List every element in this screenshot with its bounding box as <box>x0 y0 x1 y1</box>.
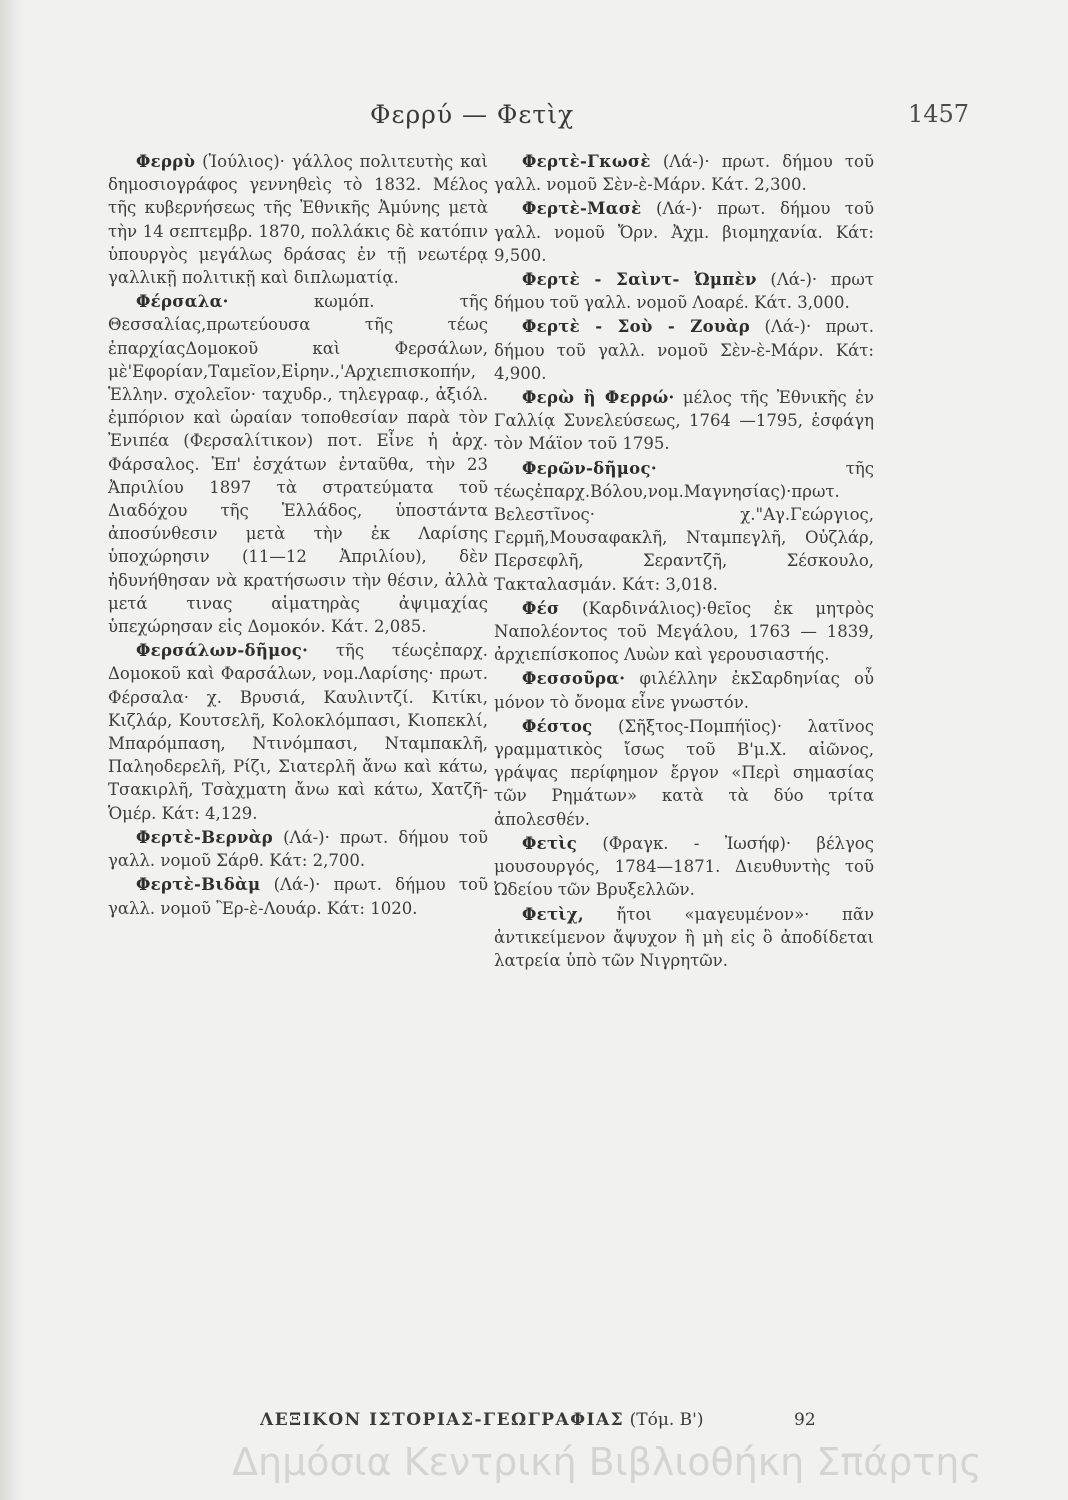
entry-festos <box>494 715 874 831</box>
left-column <box>108 150 488 921</box>
headword: Φερρὺ <box>136 152 196 171</box>
volume-label: (Τόμ. Β') <box>629 1410 704 1430</box>
headword: Φερτὲ - Σαὶντ- Ὠμπὲν <box>522 270 757 290</box>
headword: Φερὼ ἢ Φερρώ· <box>522 388 675 408</box>
headword: Φετὶς <box>522 833 578 853</box>
lexicon-title: ΛΕΞΙΚΟΝ ΙΣΤΟΡΙΑΣ-ΓΕΩΓΡΑΦΙΑΣ <box>260 1410 625 1430</box>
entry-fero <box>494 386 874 456</box>
entry-ferte-saint-aubin <box>494 268 874 314</box>
entry-text: φιλέλλην ἐκΣαρδηνίας οὗ μόνον τὸ ὄνομα εἶνε γνωστόν. <box>494 669 874 712</box>
entry-text: (Καρδινάλιος)·θεῖος ἐκ μητρὸς Ναπολέοντος τοῦ Μεγάλου, 1763 — 1839, ἀρχιεπίσκοπος Λυὼν καὶ γερουσιαστής. <box>494 598 874 665</box>
entry-text: (Λά-)· πρωτ. δήμου τοῦ γαλλ. νομοῦ Ἒρ-ὲ-Λουάρ. Κάτ: 1020. <box>108 875 488 918</box>
entry-text: ἤτοι «μαγευμένον»· πᾶν ἀντικείμενον ἄψυχον ἢ μὴ εἰς ὃ ἀποδίδεται λατρεία ὑπὸ τῶν Νιγρητῶν. <box>494 904 874 970</box>
entry-text: (Λά-)· πρωτ δήμου τοῦ γαλλ. νομοῦ Λοαρέ. Κάτ. 3,000. <box>494 270 874 313</box>
entry-text: (Λά-)· πρωτ. δήμου τοῦ γαλλ. νομοῦ Ὄρν. Ἀχμ. βιομηχανία. Κάτ: 9,500. <box>494 199 874 265</box>
entry-fersalon-dimos <box>108 639 488 825</box>
entry-fessoura <box>494 667 874 713</box>
entry-ferte-sous-jouarre <box>494 315 874 385</box>
page-header <box>0 92 1068 132</box>
headword: Φετὶχ, <box>522 904 584 924</box>
headword: Φερτὲ-Βερνὰρ <box>136 827 274 847</box>
entry-fes <box>494 597 874 667</box>
headword: Φερτὲ-Μασὲ <box>522 199 642 219</box>
entry-ferte-gkose <box>494 150 874 196</box>
headword: Φέρσαλα· <box>136 292 229 312</box>
entry-text: (Σῆξτος-Πομπήϊος)· λατῖνος γραμματικὸς ἴσως τοῦ Β'μ.Χ. αἰῶνος, γράψας περίφημον ἔργον «Περὶ σημασίας τῶν Ρημάτων» κατὰ τὰ δύο τρίτα ἀπολεσθέν. <box>494 716 874 829</box>
entry-ferte-mase <box>494 197 874 267</box>
headword: Φερσάλων-δῆμος· <box>136 641 309 661</box>
page-binding-shadow <box>0 0 22 1500</box>
entry-text: τῆς τέωςἐπαρχ. Δομοκοῦ καὶ Φαρσάλων, νομ.Λαρίσης· πρωτ. Φέρσαλα· χ. Βρυσιά, Καυλιντζί. Κιτίκι, Κιζλάρ, Κουτσελῆ, Κολοκλόμπασι, Κιοπεκλί, Μπαρόμπαση, Ντινόμπασι, Νταμπακλῆ, Παληοδερελῆ, Ρίζι, Σιατερλῆ ἄνω καὶ κάτω, Τσακιρλῆ, Τσὰχματη ἄνω καὶ κάτω, Χατζῆ-Ὁμέρ. Κάτ: 4,129. <box>108 641 489 823</box>
entry-ferry <box>108 150 488 289</box>
entry-ferte-vernar <box>108 826 488 872</box>
right-column <box>494 150 874 973</box>
headword: Φερτὲ-Βιδὰμ <box>136 875 261 895</box>
entry-text: τῆς τέωςἐπαρχ.Βόλου,νομ.Μαγνησίας)·πρωτ. Βελεστῖνος· χ."Αγ.Γεώργιος, Γερμῆ,Μουσαφακλῆ, Νταμπεγλῆ, Οὐζλάρ, Περσεφλῆ, Σεραντζῆ, Σέσκουλο, Τακταλασμάν. Κάτ: 3,018. <box>494 458 874 594</box>
page-footer <box>260 1410 860 1430</box>
entry-fetich <box>494 903 874 973</box>
entry-fetis <box>494 832 874 902</box>
library-watermark: Δημόσια Κεντρική Βιβλιοθήκη Σπάρτης <box>232 1440 982 1484</box>
entry-feron-dimos <box>494 457 874 596</box>
headword: Φέσ <box>522 598 560 618</box>
entry-ferte-vidam <box>108 873 488 919</box>
headword: Φεσσοῦρα· <box>522 669 626 689</box>
entry-text: (Λά-)· πρωτ. δήμου τοῦ γαλλ. νομοῦ Σάρθ. Κάτ: 2,700. <box>108 827 488 871</box>
entry-text: κωμόπ. τῆς Θεσσαλίας,πρωτεύουσα τῆς τέως ἐπαρχίαςΔομοκοῦ καὶ Φερσάλων, μὲ'Εφορίαν,Ταμεῖον,Εἰρην.,'Αρχιεπισκοπήν, Ἑλλην. σχολεῖον· ταχυδρ., τηλεγραφ., ἀξιόλ. ἐμπόριον καὶ ὡραίαν τοποθεσίαν παρὰ τὸν Ἐνιπέα (Φερσαλίτικον) ποτ. Εἶνε ἡ ἀρχ. Φάρσαλος. Ἐπ' ἐσχάτων ἐνταῦθα, τὴν 23 Ἀπριλίου 1897 τὰ στρατεύματα τοῦ Διαδόχου τῆς Ἑλλάδος, ὑποστάντα ἀποσύνθεσιν μετὰ τὴν ἐκ Λαρίσης ὑποχώρησιν (11—12 Ἀπριλίου), δὲν ἠδυνήθησαν νὰ κρατήσωσιν τὴν θέσιν, ἀλλὰ μετά τινας αἱματηρὰς ἀψιμαχίας ὑπεχώρησαν εἰς Δομοκόν. Κάτ. 2,085. <box>108 292 489 637</box>
headword: Φερῶν-δῆμος· <box>522 458 657 478</box>
entry-text: (Φραγκ. - Ἰωσήφ)· βέλγος μουσουργός, 1784—1871. Διευθυντὴς τοῦ Ὠδείου τῶν Βρυξελλῶν. <box>494 833 874 900</box>
entry-text: (Ἰούλιος)· γάλλος πολιτευτὴς καὶ δημοσιογράφος γεννηθεὶς τὸ 1832. Μέλος τῆς κυβερνήσεως τῆς Ἐθνικῆς Ἀμύνης μετὰ τὴν 14 σεπτεμβρ. 1870, πολλάκις δὲ κατόπιν ὑπουργὸς μεγάλως δράσας ἐν τῇ νεωτέρᾳ γαλλικῇ πολιτικῇ καὶ διπλωματίᾳ. <box>108 152 489 288</box>
headword: Φέστος <box>522 716 593 736</box>
signature-mark: 92 <box>794 1410 816 1430</box>
running-title: Φερρύ — Φετὶχ <box>370 100 575 129</box>
headword: Φερτὲ - Σοὺ - Ζουὰρ <box>522 317 750 337</box>
entry-text: μέλος τῆς Ἐθνικῆς ἐν Γαλλίᾳ Συνελεύσεως, 1764 —1795, ἐσφάγη τὸν Μάϊον τοῦ 1795. <box>494 388 874 454</box>
entry-text: (Λά-)· πρωτ. δήμου τοῦ γαλλ. νομοῦ Σὲν-ὲ-Μάρν. Κάτ: 4,900. <box>494 317 875 383</box>
entry-fersala <box>108 290 488 638</box>
entry-text: (Λά-)· πρωτ. δήμου τοῦ γαλλ. νομοῦ Σὲν-ὲ-Μάρν. Κάτ. 2,300. <box>494 152 874 195</box>
page-number: 1457 <box>908 100 970 128</box>
headword: Φερτὲ-Γκωσὲ <box>522 152 651 171</box>
